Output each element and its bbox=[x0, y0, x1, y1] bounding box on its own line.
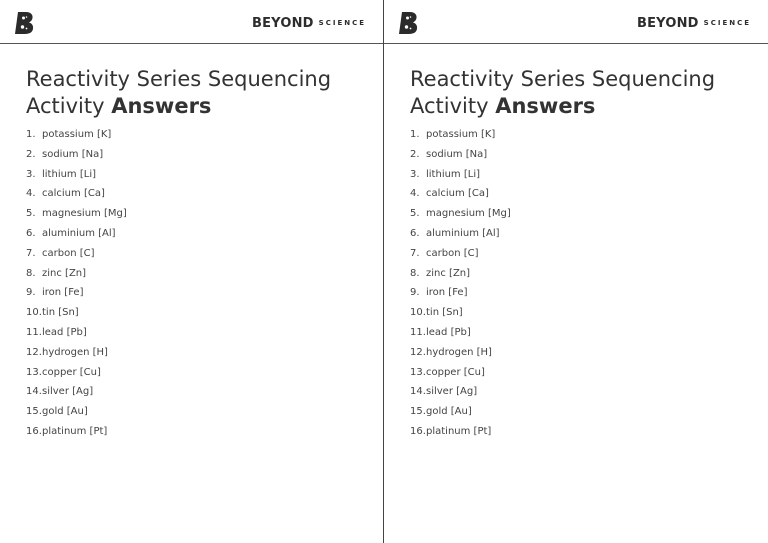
item-text: lithium [Li] bbox=[426, 168, 481, 180]
item-number: 11. bbox=[410, 326, 426, 338]
list-item bbox=[26, 402, 127, 422]
list-item bbox=[26, 422, 127, 442]
title-line1: Reactivity Series Sequencing bbox=[26, 67, 332, 91]
item-number: 5. bbox=[26, 208, 36, 220]
page-header bbox=[0, 0, 383, 44]
list-item bbox=[26, 224, 127, 244]
item-number: 3. bbox=[410, 168, 420, 180]
item-number: 1. bbox=[26, 129, 36, 140]
list-item bbox=[26, 283, 127, 303]
item-number: 3. bbox=[26, 168, 36, 180]
title-line2-regular: Activity bbox=[410, 94, 489, 118]
list-item bbox=[26, 165, 127, 185]
item-text: aluminium [Al] bbox=[42, 227, 116, 239]
brand-sub: SCIENCE bbox=[703, 19, 751, 27]
item-text: sodium [Na] bbox=[426, 148, 488, 160]
list-item bbox=[410, 184, 511, 204]
item-text: gold [Au] bbox=[42, 406, 88, 418]
brand-wordmark bbox=[637, 15, 751, 31]
title-line2-bold: Answers bbox=[111, 94, 212, 118]
item-number: 12. bbox=[410, 346, 426, 358]
item-text: iron [Fe] bbox=[426, 287, 468, 299]
item-text: silver [Ag] bbox=[426, 386, 478, 398]
list-item bbox=[410, 204, 511, 224]
item-text: carbon [C] bbox=[42, 247, 95, 259]
list-item bbox=[26, 244, 127, 264]
answer-list bbox=[26, 125, 127, 442]
item-text: tin [Sn] bbox=[42, 307, 79, 319]
brand-wordmark bbox=[252, 15, 366, 31]
list-item bbox=[410, 145, 511, 165]
page-title bbox=[410, 66, 750, 120]
item-number: 6. bbox=[410, 227, 420, 239]
title-line2-regular: Activity bbox=[26, 94, 105, 118]
item-number: 15. bbox=[26, 406, 42, 418]
list-item bbox=[26, 303, 127, 323]
item-number: 2. bbox=[26, 148, 36, 160]
list-item bbox=[26, 184, 127, 204]
brand-name: BEYOND bbox=[251, 16, 314, 31]
list-item bbox=[410, 343, 511, 363]
item-number: 4. bbox=[410, 188, 420, 200]
item-number: 11. bbox=[26, 326, 42, 338]
list-item bbox=[410, 283, 511, 303]
item-text: potassium [K] bbox=[426, 129, 496, 140]
list-item bbox=[410, 382, 511, 402]
list-item bbox=[410, 125, 511, 145]
item-text: lead [Pb] bbox=[42, 326, 87, 338]
item-number: 16. bbox=[26, 425, 42, 437]
list-item bbox=[26, 125, 127, 145]
item-number: 16. bbox=[410, 425, 426, 437]
list-item bbox=[26, 323, 127, 343]
list-item bbox=[410, 244, 511, 264]
item-text: hydrogen [H] bbox=[42, 346, 108, 358]
item-number: 8. bbox=[410, 267, 420, 279]
item-number: 1. bbox=[410, 129, 420, 140]
item-text: sodium [Na] bbox=[42, 148, 104, 160]
item-text: iron [Fe] bbox=[42, 287, 84, 299]
item-number: 12. bbox=[26, 346, 42, 358]
item-number: 10. bbox=[410, 307, 426, 319]
list-item bbox=[410, 165, 511, 185]
item-number: 13. bbox=[410, 366, 426, 378]
item-number: 6. bbox=[26, 227, 36, 239]
list-item bbox=[410, 422, 511, 442]
list-item bbox=[410, 224, 511, 244]
item-text: gold [Au] bbox=[426, 406, 472, 418]
answer-list bbox=[410, 125, 511, 442]
item-number: 5. bbox=[410, 208, 420, 220]
item-number: 2. bbox=[410, 148, 420, 160]
page-header bbox=[384, 0, 768, 44]
item-text: calcium [Ca] bbox=[42, 188, 105, 200]
item-text: platinum [Pt] bbox=[42, 425, 108, 437]
brand-sub: SCIENCE bbox=[318, 19, 366, 27]
item-text: hydrogen [H] bbox=[426, 346, 492, 358]
item-number: 14. bbox=[26, 386, 42, 398]
item-text: aluminium [Al] bbox=[426, 227, 500, 239]
list-item bbox=[410, 363, 511, 383]
item-text: tin [Sn] bbox=[426, 307, 463, 319]
title-line1: Reactivity Series Sequencing bbox=[410, 67, 716, 91]
list-item bbox=[410, 323, 511, 343]
item-text: carbon [C] bbox=[426, 247, 479, 259]
item-text: magnesium [Mg] bbox=[42, 208, 127, 220]
item-text: lead [Pb] bbox=[426, 326, 471, 338]
item-text: lithium [Li] bbox=[42, 168, 97, 180]
beyond-b-logo-icon bbox=[14, 11, 36, 35]
list-item bbox=[26, 204, 127, 224]
brand-name: BEYOND bbox=[636, 16, 699, 31]
item-number: 15. bbox=[410, 406, 426, 418]
list-item bbox=[410, 402, 511, 422]
item-number: 8. bbox=[26, 267, 36, 279]
list-item bbox=[26, 363, 127, 383]
item-number: 9. bbox=[410, 287, 420, 299]
page-title bbox=[26, 66, 366, 120]
item-number: 10. bbox=[26, 307, 42, 319]
answer-sheet-right bbox=[384, 0, 768, 543]
item-text: zinc [Zn] bbox=[42, 267, 87, 279]
item-text: copper [Cu] bbox=[42, 366, 101, 378]
list-item bbox=[26, 382, 127, 402]
item-text: potassium [K] bbox=[42, 129, 112, 140]
list-item bbox=[26, 343, 127, 363]
item-text: platinum [Pt] bbox=[426, 425, 492, 437]
item-text: zinc [Zn] bbox=[426, 267, 471, 279]
list-item bbox=[410, 264, 511, 284]
title-line2-bold: Answers bbox=[495, 94, 596, 118]
item-text: copper [Cu] bbox=[426, 366, 485, 378]
list-item bbox=[26, 145, 127, 165]
item-text: silver [Ag] bbox=[42, 386, 94, 398]
item-number: 4. bbox=[26, 188, 36, 200]
item-number: 14. bbox=[410, 386, 426, 398]
item-number: 13. bbox=[26, 366, 42, 378]
item-text: magnesium [Mg] bbox=[426, 208, 511, 220]
list-item bbox=[410, 303, 511, 323]
item-number: 7. bbox=[410, 247, 420, 259]
item-number: 9. bbox=[26, 287, 36, 299]
item-text: calcium [Ca] bbox=[426, 188, 489, 200]
beyond-b-logo-icon bbox=[398, 11, 420, 35]
list-item bbox=[26, 264, 127, 284]
item-number: 7. bbox=[26, 247, 36, 259]
